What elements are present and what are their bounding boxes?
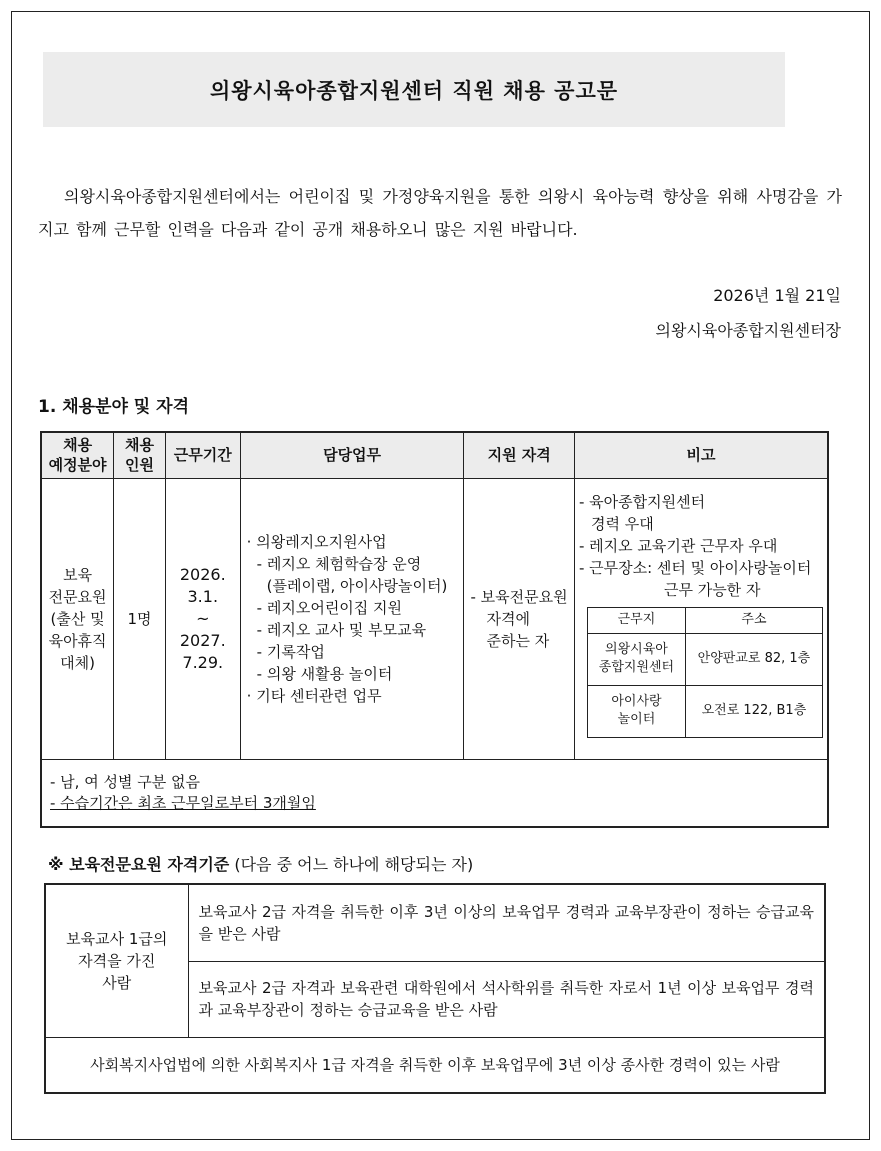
header-period: 근무기간: [165, 432, 240, 478]
remark-item: 근무 가능한 자: [663, 580, 761, 599]
location-place: [587, 685, 685, 737]
remark-item: - 레지오 교육기관 근무자 우대: [578, 536, 778, 555]
qualification-table: [44, 883, 826, 1094]
field-line: 대체): [60, 653, 95, 672]
duty-subitem: (플레이랩, 아이사랑놀이터): [266, 576, 448, 595]
duty-subitem: - 레지오 교사 및 부모교육: [256, 620, 427, 639]
duty-subitem: - 레지오어린이집 지원: [256, 598, 403, 617]
header-field-line1: 채용: [63, 436, 93, 455]
header-remarks: 비고: [574, 432, 828, 478]
duty-subitem: - 의왕 새활용 놀이터: [256, 664, 393, 683]
qualification-line: 준하는 자: [486, 631, 550, 650]
qualification-line: - 보육전문요원: [470, 587, 568, 606]
location-address: 안양판교로 82, 1층: [685, 633, 822, 685]
location-row: [587, 633, 822, 685]
period-line: 3.1.: [187, 586, 219, 606]
issuer: 의왕시육아종합지원센터장: [655, 321, 841, 340]
location-place: [587, 633, 685, 685]
footnote-probation: - 수습기간은 최초 근무일로부터 3개월임: [50, 793, 316, 812]
footnote-cell: [41, 759, 828, 827]
duty-item: · 기타 센터관련 업무: [246, 686, 382, 705]
period-line: 7.29.: [182, 652, 224, 672]
table-footnote-row: [41, 759, 828, 827]
qualification-title-rest: (다음 중 어느 하나에 해당되는 자): [229, 855, 474, 874]
remark-item: - 근무장소: 센터 및 아이사랑놀이터: [578, 558, 812, 577]
field-line: 전문요원: [48, 587, 107, 606]
recruitment-table: [40, 431, 829, 828]
header-qualification: 지원 자격: [464, 432, 574, 478]
qualification-item-2: 보육교사 2급 자격과 보육관련 대학원에서 석사학위를 취득한 자로서 1년 이상 보육업무 경력과 교육부장관이 정하는 승급교육을 받은 사람: [188, 961, 825, 1037]
table-row: [45, 884, 825, 961]
duty-subitem: - 레지오 체험학습장 운영: [256, 554, 422, 573]
remarks-cell: [574, 478, 828, 759]
announcement-date: 2026년 1월 21일: [713, 286, 841, 305]
duty-cell: [240, 478, 464, 759]
qualification-category-line: 사람: [102, 973, 132, 992]
qualification-item-3: 사회복지사업법에 의한 사회복지사 1급 자격을 취득한 이후 보육업무에 3년 이상 종사한 경력이 있는 사람: [45, 1037, 825, 1093]
field-line: 보육: [63, 565, 93, 584]
location-header-address: 주소: [685, 607, 822, 633]
field-line: 육아휴직: [48, 631, 107, 650]
header-field-line2: 예정분야: [48, 456, 107, 475]
section-title-recruitment: 1. 채용분야 및 자격: [38, 397, 189, 417]
location-place-line: 놀이터: [617, 712, 656, 727]
period-cell: [165, 478, 240, 759]
header-count: [114, 432, 166, 478]
qualification-item-1: 보육교사 2급 자격을 취득한 이후 3년 이상의 보육업무 경력과 교육부장관이 정하는 승급교육을 받은 사람: [188, 884, 825, 961]
footnote-gender: - 남, 여 성별 구분 없음: [50, 772, 200, 791]
field-line: (출산 및: [50, 609, 105, 628]
location-table: [587, 607, 823, 738]
location-row: [587, 685, 822, 737]
qualification-cell: [464, 478, 574, 759]
header-count-line2: 인원: [125, 456, 154, 475]
remark-item: 경력 우대: [590, 514, 654, 533]
duty-subitem: - 기록작업: [256, 642, 325, 661]
location-address: 오전로 122, B1층: [685, 685, 822, 737]
qualification-category-line: 자격을 가진: [78, 951, 156, 970]
duty-item: · 의왕레지오지원사업: [246, 532, 387, 551]
location-place-line: 아이사랑: [611, 694, 662, 709]
period-line: 2026.: [179, 564, 226, 584]
table-row: [41, 478, 828, 759]
qualification-category: [45, 884, 188, 1037]
header-field: [41, 432, 114, 478]
qualification-title-bold: ※ 보육전문요원 자격기준: [48, 855, 230, 874]
document-title: 의왕시육아종합지원센터 직원 채용 공고문: [43, 52, 785, 127]
header-count-line1: 채용: [125, 436, 154, 455]
table-row: [45, 1037, 825, 1093]
location-header-row: [587, 607, 822, 633]
table-header-row: [41, 432, 828, 478]
header-duty: 담당업무: [240, 432, 464, 478]
qualification-section-title: [48, 852, 473, 875]
period-line: 2027.: [179, 630, 226, 650]
remark-item: - 육아종합지원센터: [578, 492, 706, 511]
qualification-line: 자격에: [486, 609, 530, 628]
count-cell: 1명: [114, 478, 166, 759]
location-place-line: 의왕시육아: [605, 642, 668, 657]
location-header-place: 근무지: [587, 607, 685, 633]
qualification-category-line: 보육교사 1급의: [66, 929, 168, 948]
location-place-line: 종합지원센터: [598, 660, 675, 675]
period-line: ~: [196, 608, 210, 628]
intro-paragraph: 의왕시육아종합지원센터에서는 어린이집 및 가정양육지원을 통한 의왕시 육아능력 향상을 위해 사명감을 가지고 함께 근무할 인력을 다음과 같이 공개 채용하오니 많은 지원 바랍니다.: [38, 187, 842, 239]
field-cell: [41, 478, 114, 759]
